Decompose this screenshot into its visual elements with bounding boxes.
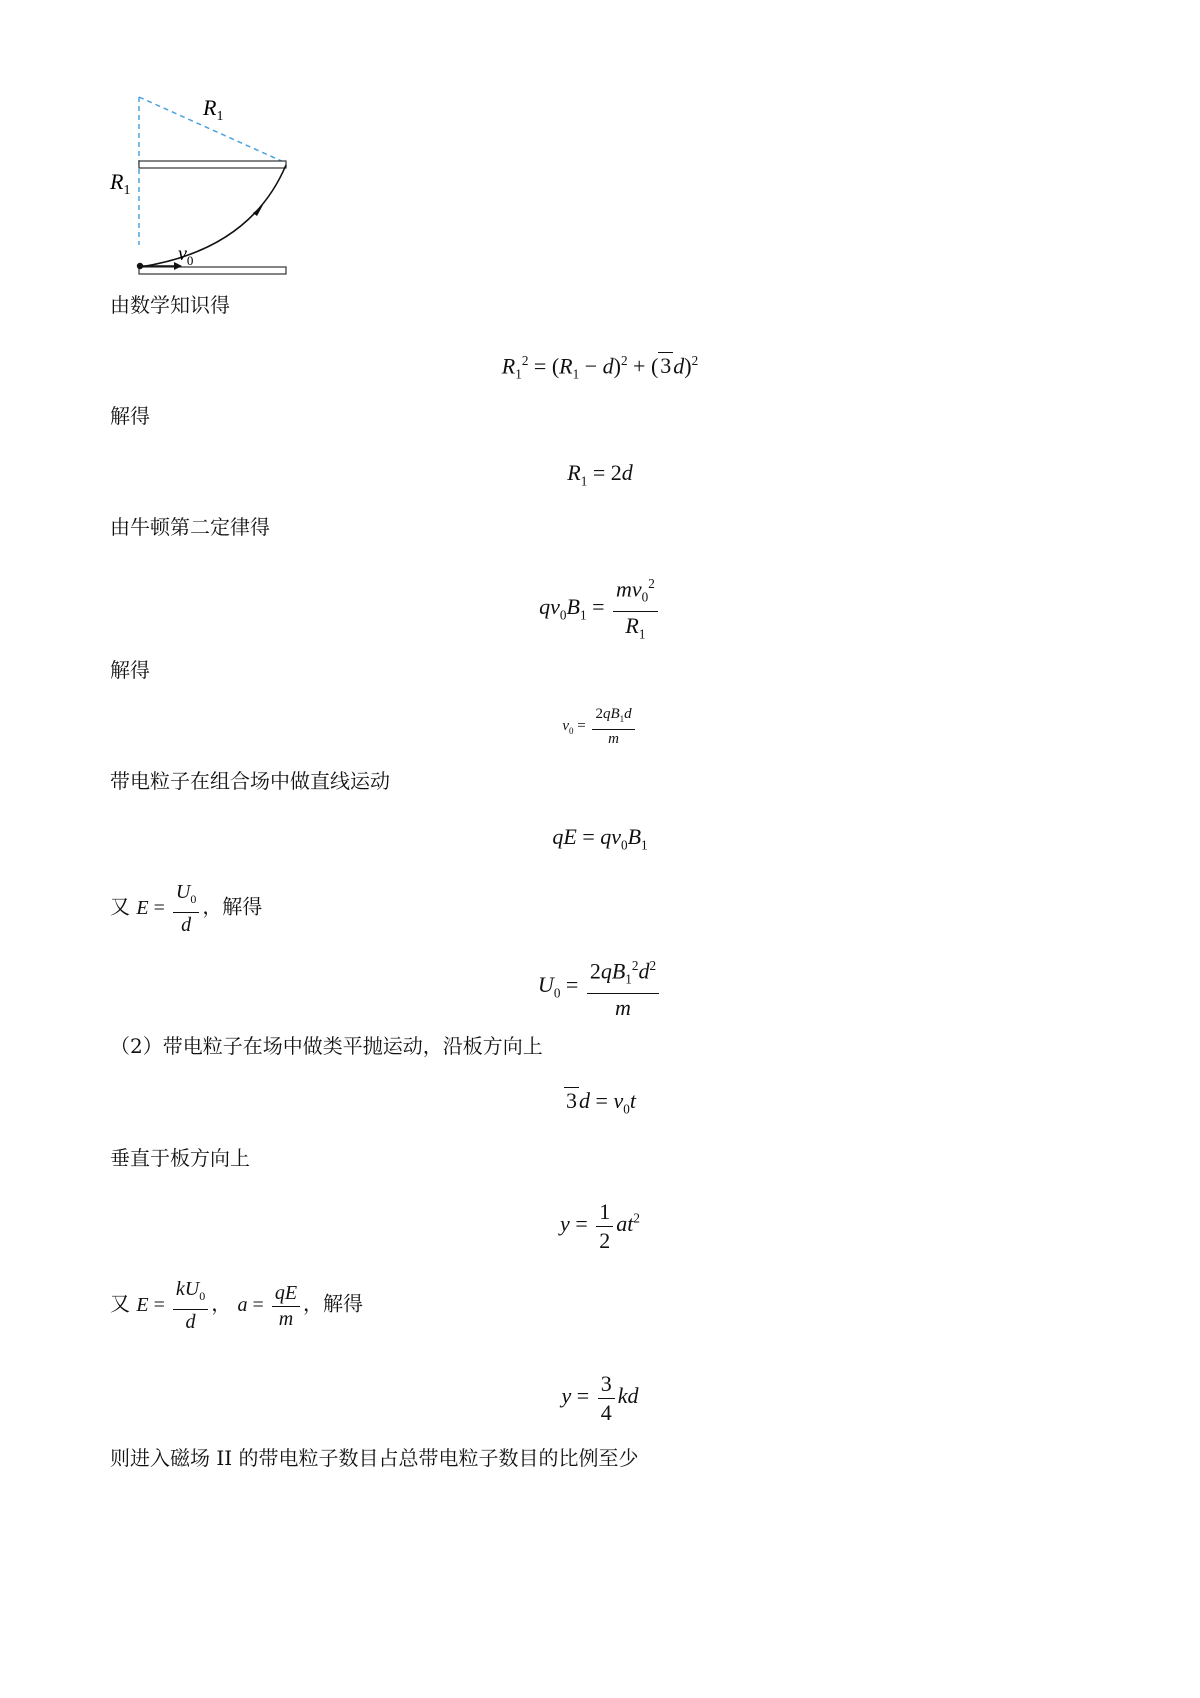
line-math-knowledge: 由数学知识得 <box>110 293 230 317</box>
line-perpendicular: 垂直于板方向上 <box>110 1146 250 1170</box>
label-r1-left: $R_1$ <box>110 169 131 198</box>
label-v0: $v_0$ <box>178 243 194 268</box>
equation-u0: $U_0$ = $\frac{2qB_1^2d^2}{m}$ <box>0 952 1200 1022</box>
line-newton: 由牛顿第二定律得 <box>110 515 270 539</box>
line-combined-field: 带电粒子在组合场中做直线运动 <box>110 769 390 793</box>
line-field-accel: 又 E = $\frac{kU_0}{d}$ ， a = $\frac{qE}{m}$ ，解得 <box>110 1278 364 1333</box>
bottom-plate <box>139 267 286 274</box>
equation-geometry: $R_1^2 = (R_1 - d)^2 + (3d)^2$ <box>501 353 699 382</box>
equation-along-plate: $3d = v_0t$ <box>566 1088 636 1117</box>
equation-v0: $v_0$ = $\frac{2qB_1d}{m}$ <box>0 705 1200 749</box>
equation-force-balance: qE = $qv_0B_1$ <box>552 824 648 853</box>
particle-trajectory <box>140 165 286 267</box>
equation-lorentz: $qv_0B_1$ = $\frac{mv_0^2}{R_1}$ <box>0 570 1200 648</box>
line-e-field: 又 E = $\frac{U_0}{d}$ ，解得 <box>110 881 263 936</box>
trajectory-figure <box>100 85 400 285</box>
top-plate <box>139 161 286 168</box>
equation-y-motion: y = $\frac{1}{2}$ $at^2$ <box>560 1199 640 1253</box>
label-r1-top: $R_1$ <box>203 95 224 124</box>
line-part-2: （2）带电粒子在场中做类平抛运动，沿板方向上 <box>110 1034 543 1058</box>
equation-r1: $R_1 = 2d$ <box>567 460 633 489</box>
line-ratio: 则进入磁场 II 的带电粒子数目占总带电粒子数目的比例至少 <box>110 1446 639 1470</box>
line-solve-2: 解得 <box>110 658 150 682</box>
line-solve-1: 解得 <box>110 404 150 428</box>
equation-y-result: y = $\frac{3}{4}$ kd <box>561 1371 639 1425</box>
